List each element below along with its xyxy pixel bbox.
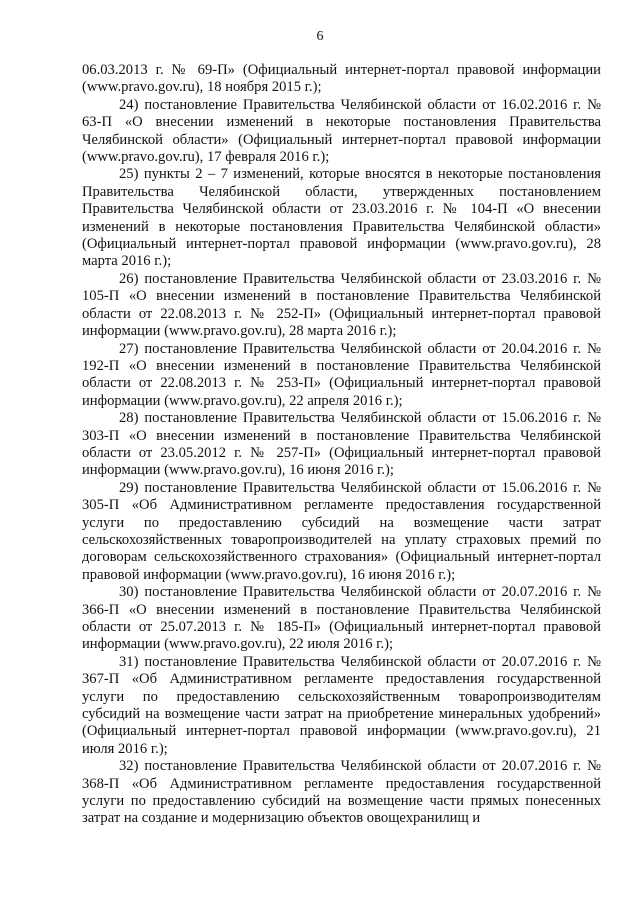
document-body (82, 62, 601, 828)
list-item-28: 28) постановление Правительства Челябинской области от 15.06.2016 г. № 303-П «О внесении изменений в постановление Правительства Челябинской области от 23.05.2012 г. № 257-П» (Официальный интернет-портал правовой информации (www.pravo.gov.ru), 16 июня 2016 г.); (82, 410, 601, 479)
list-item-26: 26) постановление Правительства Челябинской области от 23.03.2016 г. № 105-П «О внесении изменений в постановление Правительства Челябинской области от 22.08.2013 г. № 252-П» (Официальный интернет-портал правовой информации (www.pravo.gov.ru), 28 марта 2016 г.); (82, 270, 601, 340)
list-item-29: 29) постановление Правительства Челябинской области от 15.06.2016 г. № 305-П «Об Административном регламенте предоставления государственной услуги по предоставлению субсидий на возмещение части затрат сельскохозяйственных товаропроизводителей на уплату страховых премий по договорам сельскохозяйственного страхования» (Официальный интернет-портал правовой информации (www.pravo.gov.ru), 16 июня 2016 г.); (82, 479, 601, 583)
list-item-27: 27) постановление Правительства Челябинской области от 20.04.2016 г. № 192-П «О внесении изменений в постановление Правительства Челябинской области от 22.08.2013 г. № 253-П» (Официальный интернет-портал правовой информации (www.pravo.gov.ru), 22 апреля 2016 г.); (82, 340, 601, 409)
list-item-32: 32) постановление Правительства Челябинской области от 20.07.2016 г. № 368-П «Об Административном регламенте предоставления государственной услуги по предоставлению субсидий на возмещение части прямых понесенных затрат на создание и модернизацию объектов овощехранилищ и (82, 758, 601, 827)
list-item-30: 30) постановление Правительства Челябинской области от 20.07.2016 г. № 366-П «О внесении изменений в постановление Правительства Челябинской области от 25.07.2013 г. № 185-П» (Официальный интернет-портал правовой информации (www.pravo.gov.ru), 22 июля 2016 г.); (82, 584, 601, 653)
page-number: 6 (316, 29, 324, 44)
list-item-25: 25) пункты 2 – 7 изменений, которые вносятся в некоторые постановления Правительства Челябинской области, утвержденных постановлением Правительства Челябинской области от 23.03.2016 г. № 104-П «О внесении изменений в некоторые постановления Правительства Челябинской области» (Официальный интернет-портал правовой информации (www.pravo.gov.ru), 28 марта 2016 г.); (82, 166, 601, 270)
list-item-31: 31) постановление Правительства Челябинской области от 20.07.2016 г. № 367-П «Об Административном регламенте предоставления государственной услуги по предоставлению сельскохозяйственным товаропроизводителям субсидий на возмещение части затрат на приобретение минеральных удобрений» (Официальный интернет-портал правовой информации (www.pravo.gov.ru), 21 июля 2016 г.); (82, 653, 601, 757)
paragraph-continuation: 06.03.2013 г. № 69-П» (Официальный интернет-портал правовой информации (www.pravo.gov.ru), 18 ноября 2015 г.); (82, 62, 601, 96)
list-item-24: 24) постановление Правительства Челябинской области от 16.02.2016 г. № 63-П «О внесении изменений в некоторые постановления Правительства Челябинской области» (Официальный интернет-портал правовой информации (www.pravo.gov.ru), 17 февраля 2016 г.); (82, 96, 601, 166)
